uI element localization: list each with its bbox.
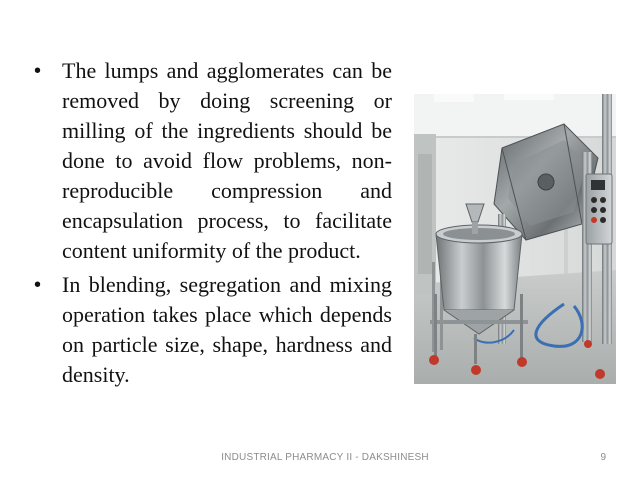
bullet-symbol: • <box>34 274 42 296</box>
bullet-list <box>34 56 392 394</box>
bullet-item <box>34 270 392 390</box>
page-number: 9 <box>600 452 606 463</box>
blender-photo <box>414 94 616 384</box>
bullet-text: The lumps and agglomerates can be removed by doing screening or milling of the ingredients should be done to avoid flow problems, non-reproducible compression and encapsulation process, to facilitate content uniformity of the product. <box>62 58 392 263</box>
blender-machine-illustration <box>414 94 616 384</box>
bullet-symbol: • <box>34 60 42 82</box>
bullet-text: In blending, segregation and mixing operation takes place which depends on particle size, shape, hardness and density. <box>62 272 392 387</box>
footer-title: INDUSTRIAL PHARMACY II - DAKSHINESH <box>221 452 429 463</box>
bullet-item <box>34 56 392 266</box>
